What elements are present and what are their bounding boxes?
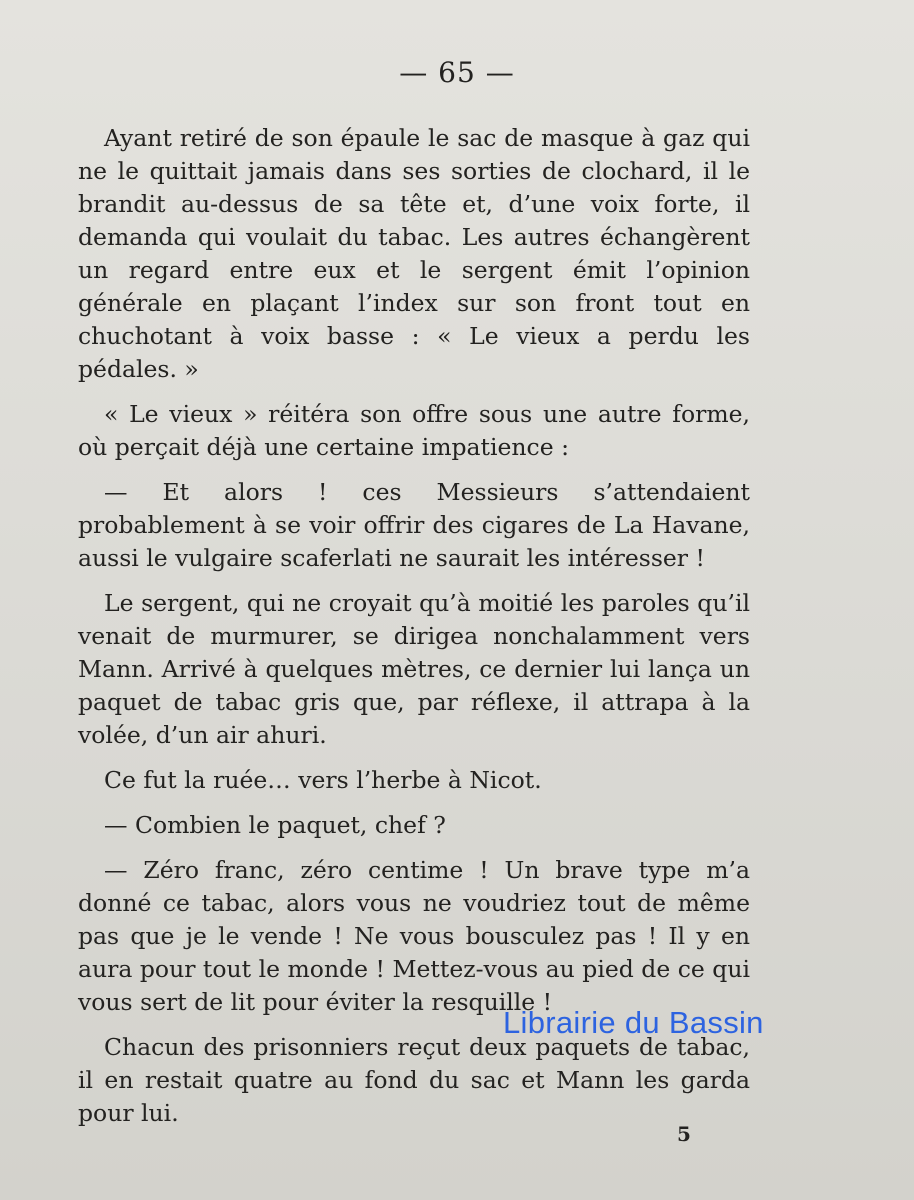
body-text [78, 122, 750, 1130]
paragraph-8: Chacun des prisonniers reçut deux paquets de tabac, il en restait quatre au fond du sac et Mann les garda pour lui. [78, 1033, 750, 1127]
paragraph-5: Ce fut la ruée… vers l’herbe à Nicot. [104, 766, 542, 794]
paragraph-6: — Combien le paquet, chef ? [104, 811, 446, 839]
page-number: — 65 — [399, 56, 515, 89]
signature-mark: 5 [677, 1122, 691, 1146]
paragraph-7: — Zéro franc, zéro centime ! Un brave type m’a donné ce tabac, alors vous ne voudriez tout de même pas que je le vende ! Ne vous bousculez pas ! Il y en aura pour tout le monde ! Mettez-vous au pied de ce qui vous sert de lit pour éviter la resquille ! [78, 856, 750, 1016]
paragraph-1: Ayant retiré de son épaule le sac de masque à gaz qui ne le quittait jamais dans ses sorties de clochard, il le brandit au-dessus de sa tête et, d’une voix forte, il demanda qui voulait du tabac. Les autres échangèrent un regard entre eux et le sergent émit l’opinion générale en plaçant l’index sur son front tout en chuchotant à voix basse : « Le vieux a perdu les pédales. » [78, 124, 750, 383]
watermark-text: Librairie du Bassin [503, 1005, 764, 1040]
paragraph-3: — Et alors ! ces Messieurs s’attendaient probablement à se voir offrir des cigares de La Havane, aussi le vulgaire scaferlati ne saurait les intéresser ! [78, 478, 750, 572]
paragraph-4: Le sergent, qui ne croyait qu’à moitié les paroles qu’il venait de murmurer, se dirigea nonchalamment vers Mann. Arrivé à quelques mètres, ce dernier lui lança un paquet de tabac gris que, par réflexe, il attrapa à la volée, d’un air ahuri. [78, 589, 750, 749]
paragraph-2: « Le vieux » réitéra son offre sous une autre forme, où perçait déjà une certaine impatience : [78, 400, 750, 461]
